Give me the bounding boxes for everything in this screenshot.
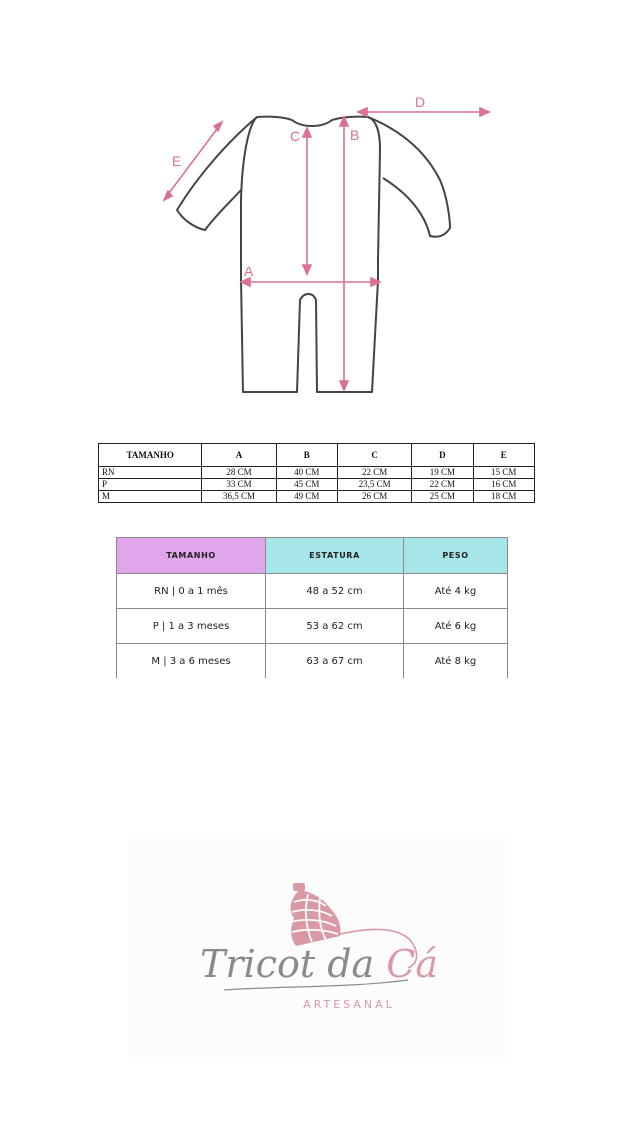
garment-outline (177, 117, 450, 392)
table-row (99, 491, 535, 503)
value-cell: 33 CM (202, 479, 276, 491)
brand-name-accent: Cá (386, 942, 438, 986)
value-cell: 15 CM (473, 467, 534, 479)
size-cell: M | 3 a 6 meses (117, 644, 266, 679)
size-cell: P | 1 a 3 meses (117, 609, 266, 644)
value-cell: 18 CM (473, 491, 534, 503)
brand-logo (128, 838, 510, 1058)
col-a: A (202, 444, 276, 467)
col-c: C (337, 444, 411, 467)
weight-cell: Até 6 kg (404, 609, 508, 644)
height-cell: 48 a 52 cm (266, 574, 404, 609)
label-c: C (290, 128, 301, 144)
table-row (99, 479, 535, 491)
height-cell: 53 a 62 cm (266, 609, 404, 644)
size-cell: RN (99, 467, 202, 479)
value-cell: 49 CM (276, 491, 337, 503)
table-row (117, 609, 508, 644)
brand-subtitle: ARTESANAL (303, 998, 395, 1011)
measurement-table (98, 443, 535, 503)
size-guide-header-row (117, 538, 508, 574)
value-cell: 45 CM (276, 479, 337, 491)
value-cell: 22 CM (412, 479, 473, 491)
label-e: E (172, 153, 182, 169)
brand-name (128, 942, 510, 986)
garment-diagram (0, 0, 640, 420)
col-estatura: ESTATURA (266, 538, 404, 574)
col-peso: PESO (404, 538, 508, 574)
value-cell: 25 CM (412, 491, 473, 503)
value-cell: 16 CM (473, 479, 534, 491)
weight-cell: Até 4 kg (404, 574, 508, 609)
measurement-header-row (99, 444, 535, 467)
col-tamanho: TAMANHO (117, 538, 266, 574)
size-cell: RN | 0 a 1 mês (117, 574, 266, 609)
value-cell: 36,5 CM (202, 491, 276, 503)
size-guide-table (116, 537, 508, 678)
measure-lines (164, 108, 489, 390)
label-b: B (350, 127, 360, 143)
value-cell: 40 CM (276, 467, 337, 479)
table-row (99, 467, 535, 479)
col-d: D (412, 444, 473, 467)
value-cell: 22 CM (337, 467, 411, 479)
value-cell: 28 CM (202, 467, 276, 479)
table-row (117, 574, 508, 609)
col-b: B (276, 444, 337, 467)
label-d: D (415, 94, 426, 110)
value-cell: 26 CM (337, 491, 411, 503)
label-a: A (244, 263, 254, 279)
value-cell: 23,5 CM (337, 479, 411, 491)
brand-name-main: Tricot da (200, 942, 387, 986)
size-cell: M (99, 491, 202, 503)
table-row (117, 644, 508, 679)
size-cell: P (99, 479, 202, 491)
weight-cell: Até 8 kg (404, 644, 508, 679)
value-cell: 19 CM (412, 467, 473, 479)
height-cell: 63 a 67 cm (266, 644, 404, 679)
col-tamanho: TAMANHO (99, 444, 202, 467)
col-e: E (473, 444, 534, 467)
